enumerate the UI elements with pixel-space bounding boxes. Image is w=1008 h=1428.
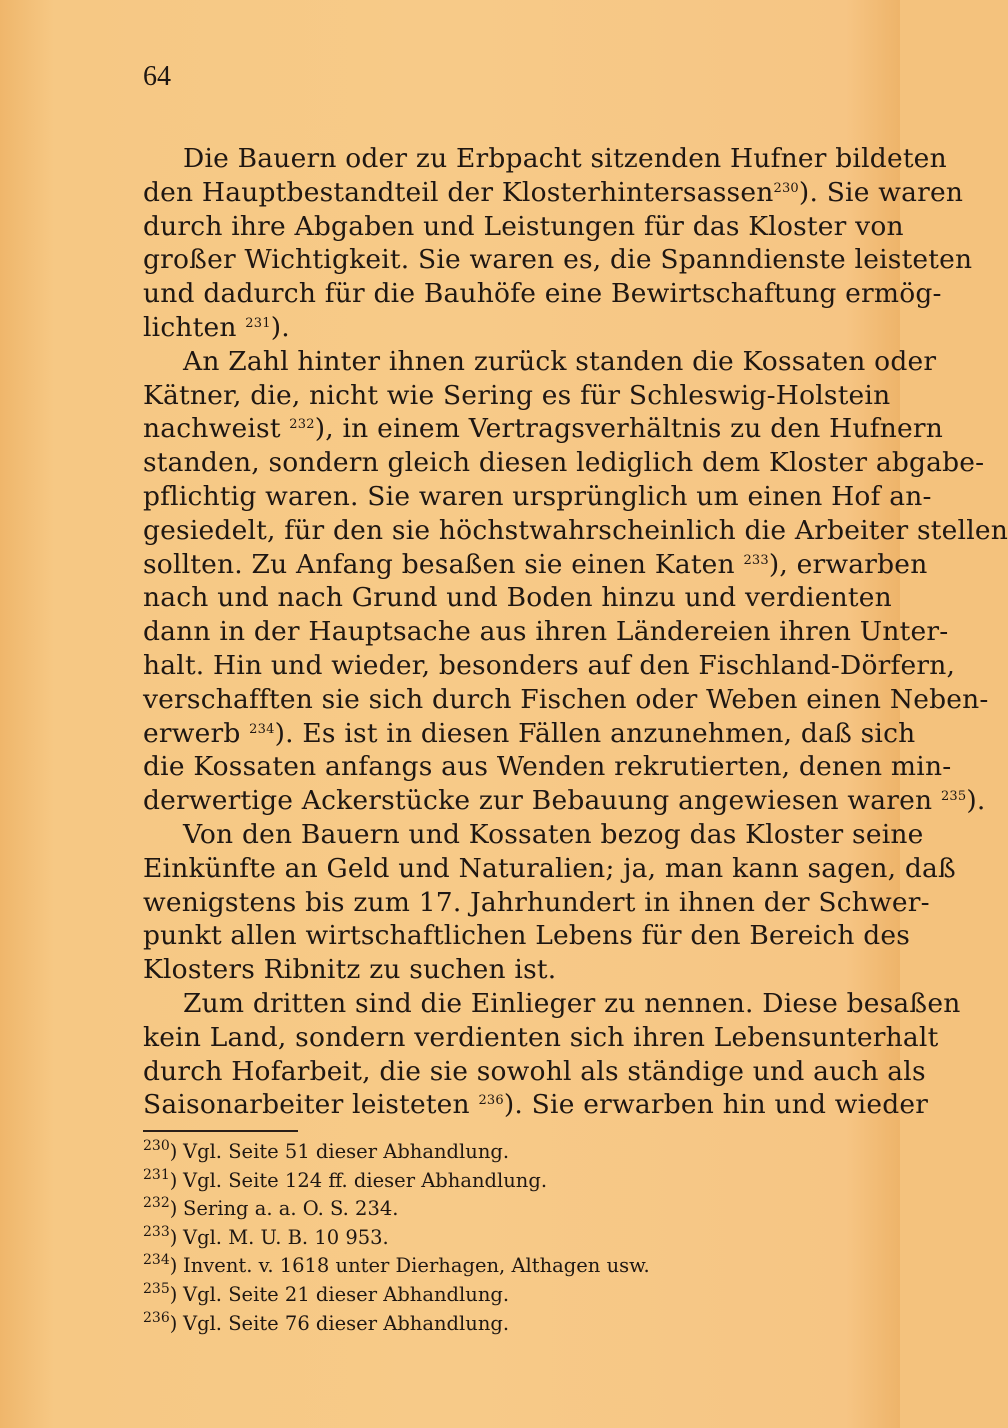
text-segment: Klosters Ribnitz zu suchen ist. [143,954,557,986]
text-segment: Von den Bauern und Kossaten bezog das Kloster seine [183,818,924,850]
footnote-reference: 231 [245,315,271,331]
text-line [143,987,961,1021]
footnote-reference: 236 [478,1093,504,1109]
body-text [143,142,1008,1122]
footnote [143,1167,878,1196]
footnote-number: $^{233}$) [143,1223,178,1249]
footnote [143,1281,878,1310]
text-segment: verschafften sie sich durch Fischen oder Weben einen Neben- [143,683,989,715]
text-segment: Einkünfte an Geld und Naturalien; ja, man kann sagen, daß [143,852,956,884]
footnote-number: $^{230}$) [143,1138,178,1164]
text-segment: Die Bauern oder zu Erbpacht sitzenden Hufner bildeten [183,143,947,174]
text-line [143,548,928,582]
footnote-text: Sering a. a. O. S. 234. [183,1197,399,1221]
text-segment: großer Wichtigkeit. Sie waren es, die Spanndienste leisteten [143,244,973,276]
text-segment: derwertige Ackerstücke zur Bebauung angewiesen waren [143,785,941,817]
text-line [143,514,1008,548]
text-line [143,345,937,379]
text-segment: ). [966,785,986,817]
text-line [143,683,989,717]
text-segment: pflichtig waren. Sie waren ursprünglich um einen Hof an- [143,480,932,512]
text-line [143,717,916,751]
footnote [143,1310,878,1339]
text-line [143,311,878,345]
text-line [143,953,878,987]
text-segment: ). Es ist in diesen Fällen anzunehmen, daß sich [274,717,916,749]
text-segment: dann in der Hauptsache aus ihren Ländereien ihren Unter- [143,616,949,648]
footnote-number: $^{232}$) [143,1195,178,1221]
text-line [143,1055,926,1089]
text-line [143,818,924,852]
text-segment: Kätner, die, nicht wie Sering es für Schleswig-Holstein [143,379,891,411]
footnote-number: $^{234}$) [143,1252,178,1278]
footnote-reference: 232 [289,417,315,433]
text-line [143,649,956,683]
footnote-number: $^{231}$) [143,1166,178,1192]
text-segment: kein Land, sondern verdienten sich ihren Lebensunterhalt [143,1021,939,1053]
text-segment: durch ihre Abgaben und Leistungen für das Kloster von [143,210,904,242]
text-segment: erwerb [143,717,250,749]
text-segment: nach und nach Grund und Boden hinzu und verdienten [143,582,892,614]
text-line [143,412,944,446]
footnote-number: $^{235}$) [143,1281,178,1307]
footnote [143,1224,878,1253]
text-segment: wenigstens bis zum 17. Jahrhundert in ihnen der Schwer- [143,886,930,918]
footnote-text: Invent. v. 1618 unter Dierhagen, Althagen usw. [183,1254,650,1278]
footnote [143,1195,878,1224]
footnote-reference: 235 [940,789,967,805]
text-line [143,210,904,244]
text-segment: nachweist [143,413,290,445]
text-segment: ). Sie erwarben hin und wieder [503,1089,929,1121]
text-segment: ). [270,311,290,343]
text-line [143,1021,939,1055]
text-line [143,750,952,784]
text-line [143,142,947,176]
footnotes [143,1138,878,1338]
text-segment: den Hauptbestandteil der Klosterhintersassen [143,176,774,208]
paragraph [143,345,1008,818]
page-number: 64 [143,61,171,92]
text-segment: sollten. Zu Anfang besaßen sie einen Katen [143,548,744,580]
text-segment: gesiedelt, für den sie höchstwahrscheinlich die Arbeiter stellen [143,514,1008,546]
footnote-text: Vgl. Seite 76 dieser Abhandlung. [183,1311,510,1335]
text-line [143,446,985,480]
text-segment: halt. Hin und wieder, besonders auf den Fischland-Dörfern, [143,649,956,681]
text-segment: Zum dritten sind die Einlieger zu nennen. Diese besaßen [183,987,961,1019]
text-segment: An Zahl hinter ihnen zurück standen die Kossaten oder [183,345,937,377]
text-line [143,581,892,615]
text-segment: standen, sondern gleich diesen lediglich dem Kloster abgabe- [143,447,985,479]
text-line [143,852,956,886]
text-line [143,277,942,311]
footnote [143,1252,878,1281]
text-line [143,784,986,818]
footnote-reference: 233 [743,552,769,568]
text-segment: und dadurch für die Bauhöfe eine Bewirtschaftung ermög- [143,278,942,310]
text-segment: Saisonarbeiter leisteten [143,1089,479,1121]
text-segment: lichten [143,311,246,343]
text-line [143,919,911,953]
text-segment: ), erwarben [768,548,928,580]
text-line [143,176,964,210]
paragraph [143,142,973,345]
text-segment: ). Sie waren [798,176,964,208]
footnote-text: Vgl. Seite 21 dieser Abhandlung. [183,1283,510,1307]
text-line [143,379,891,413]
footnote-separator [143,1130,298,1132]
text-line [143,243,973,277]
text-line [143,615,949,649]
text-line [143,480,932,514]
footnote [143,1138,878,1167]
footnote-text: Vgl. M. U. B. 10 953. [183,1225,389,1249]
paragraph [143,987,961,1122]
text-segment: durch Hofarbeit, die sie sowohl als ständige und auch als [143,1055,926,1087]
text-line [143,1088,929,1122]
footnote-reference: 230 [773,180,799,196]
text-line [143,886,930,920]
text-segment: die Kossaten anfangs aus Wenden rekrutierten, denen min- [143,751,952,783]
footnote-text: Vgl. Seite 124 ff. dieser Abhandlung. [183,1168,548,1192]
text-segment: ), in einem Vertragsverhältnis zu den Hufnern [314,413,944,445]
footnote-reference: 234 [249,721,275,737]
footnote-number: $^{236}$) [143,1309,178,1335]
text-segment: punkt allen wirtschaftlichen Lebens für den Bereich des [143,920,911,952]
footnote-text: Vgl. Seite 51 dieser Abhandlung. [183,1140,510,1164]
paragraph [143,818,956,987]
